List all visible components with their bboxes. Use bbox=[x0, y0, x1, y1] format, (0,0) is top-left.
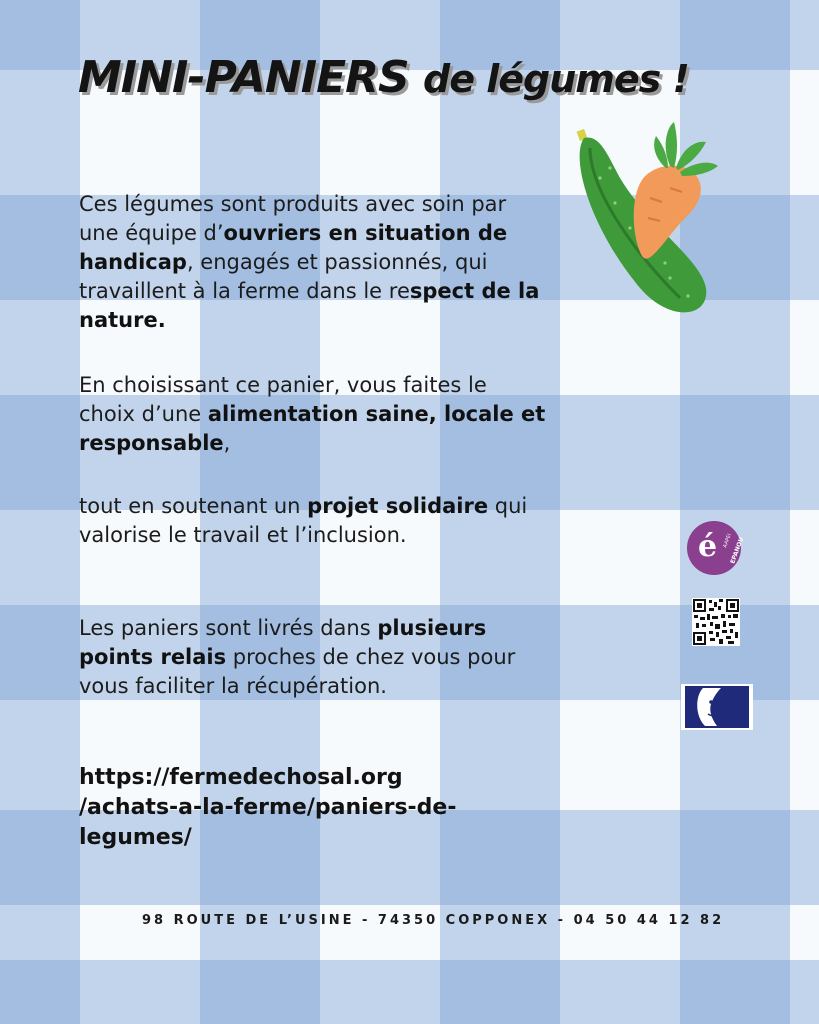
svg-text:é: é bbox=[698, 529, 718, 564]
paragraph-relay-points: Les paniers sont livrés dans plusieurs points relais proches de chez vous pour vous faciliter la récupération. bbox=[79, 616, 516, 698]
svg-text:AAPEI: AAPEI bbox=[722, 532, 733, 549]
paragraph-solidarity: tout en soutenant un projet solidaire qui valorise le travail et l’inclusion. bbox=[79, 494, 528, 547]
face-logo bbox=[681, 684, 753, 730]
website-link[interactable]: https://fermedechosal.org /achats-a-la-ferme/paniers-de- legumes/ bbox=[79, 765, 457, 850]
epanou-logo bbox=[686, 520, 746, 576]
qr-code bbox=[692, 598, 740, 646]
page-title: MINI-PANIERS de légumes ! bbox=[78, 52, 689, 103]
paragraph-workers: Ces légumes sont produits avec soin par une équipe d’ouvriers en situation de handicap, engagés et passionnés, qui travaillent à la ferme dans le respect de la nature. bbox=[79, 192, 540, 332]
paragraph-choice: En choisissant ce panier, vous faites le choix d’une alimentation saine, locale et responsable, bbox=[79, 373, 546, 455]
svg-text:EPANOU: EPANOU bbox=[729, 536, 746, 565]
footer-address: 98 ROUTE DE L’USINE - 74350 COPPONEX - 04 50 44 12 82 bbox=[142, 913, 725, 928]
zucchini-carrot-illustration bbox=[570, 118, 730, 323]
